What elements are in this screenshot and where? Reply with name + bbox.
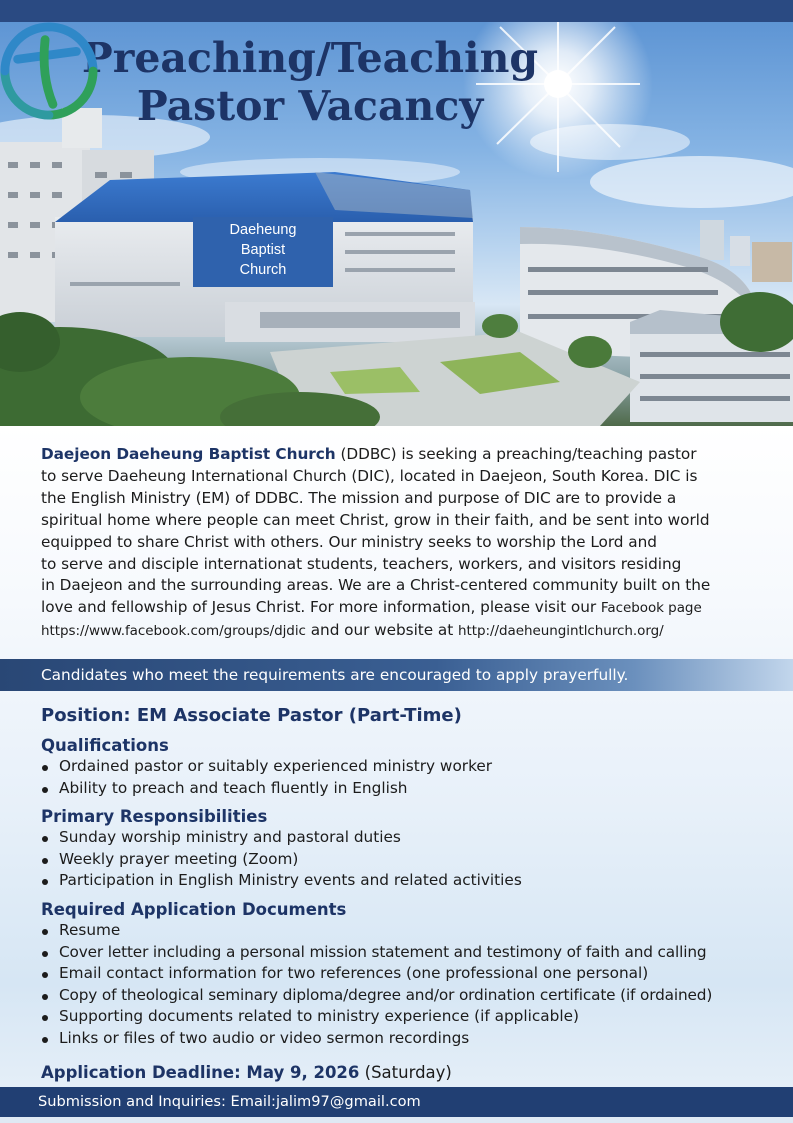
list-item: Email contact information for two references (one professional one personal) [41,963,781,985]
intro-line-7: in Daejeon and the surrounding areas. We are a Christ-centered community built on the [41,576,711,595]
documents-heading: Required Application Documents [41,900,347,919]
intro-line-2: to serve Daeheung International Church (DIC), located in Daejeon, South Korea. DIC is [41,466,698,485]
intro-line-3: the English Ministry (EM) of DDBC. The mission and purpose of DIC are to provide a [41,488,677,507]
intro-church-name: Daejeon Daeheung Baptist Church [41,445,336,463]
intro-line-6: to serve and disciple internationat students, teachers, workers, and visitors residing [41,554,682,573]
intro-line-5: equipped to share Christ with others. Our ministry seeks to worship the Lord and [41,532,657,551]
intro-paragraph [41,444,776,643]
submission-contact[interactable]: Submission and Inquiries: Email:jalim97@gmail.com [38,1093,421,1110]
facebook-page-text: Facebook page [600,600,702,617]
responsibilities-list [41,827,781,892]
hero-photo [0,22,793,426]
title-line-1: Preaching/Teaching [81,34,539,82]
intro-line-8: love and fellowship of Jesus Christ. For more information, please visit our [41,598,601,617]
deadline-day: (Saturday) [359,1063,452,1082]
facebook-url[interactable]: https://www.facebook.com/groups/djdic [41,623,306,640]
documents-list [41,920,781,1050]
title-line-2: Pastor Vacancy [136,82,484,130]
list-item: Sunday worship ministry and pastoral duties [41,827,781,849]
list-item: Copy of theological seminary diploma/degree and/or ordination certificate (if ordained) [41,985,781,1007]
position-heading: Position: EM Associate Pastor (Part-Time) [41,705,462,726]
list-item: Links or files of two audio or video sermon recordings [41,1028,781,1050]
church-label-line-2: Baptist [240,242,286,258]
church-label-line-1: Daeheung [229,222,297,238]
list-item: Participation in English Ministry events and related activities [41,870,781,892]
list-item: Ordained pastor or suitably experienced ministry worker [41,756,781,778]
top-bar [0,0,793,22]
bottom-strip [0,1117,793,1123]
website-connector: and our website at [305,621,458,640]
list-item: Supporting documents related to ministry experience (if applicable) [41,1006,781,1028]
intro-line-4: spiritual home where people can meet Christ, grow in their faith, and be sent into world [41,510,710,529]
list-item: Resume [41,920,781,942]
list-item: Weekly prayer meeting (Zoom) [41,849,781,871]
website-url[interactable]: http://daeheungintlchurch.org/ [457,623,664,640]
poster-title [40,34,580,130]
encouragement-text: Candidates who meet the requirements are encouraged to apply prayerfully. [41,666,629,684]
list-item: Ability to preach and teach fluently in English [41,778,781,800]
church-label-line-3: Church [239,262,287,278]
application-deadline [41,1062,452,1084]
intro-line-1: (DDBC) is seeking a preaching/teaching pastor [335,445,697,463]
list-item: Cover letter including a personal mission statement and testimony of faith and calling [41,942,781,964]
deadline-date: May 9, 2026 [246,1063,360,1082]
deadline-label: Application Deadline: [41,1063,247,1082]
church-name-label [193,217,333,287]
qualifications-list [41,756,781,799]
qualifications-heading: Qualifications [41,736,169,755]
responsibilities-heading: Primary Responsibilities [41,807,268,826]
cross-circle-logo-icon [0,22,98,120]
